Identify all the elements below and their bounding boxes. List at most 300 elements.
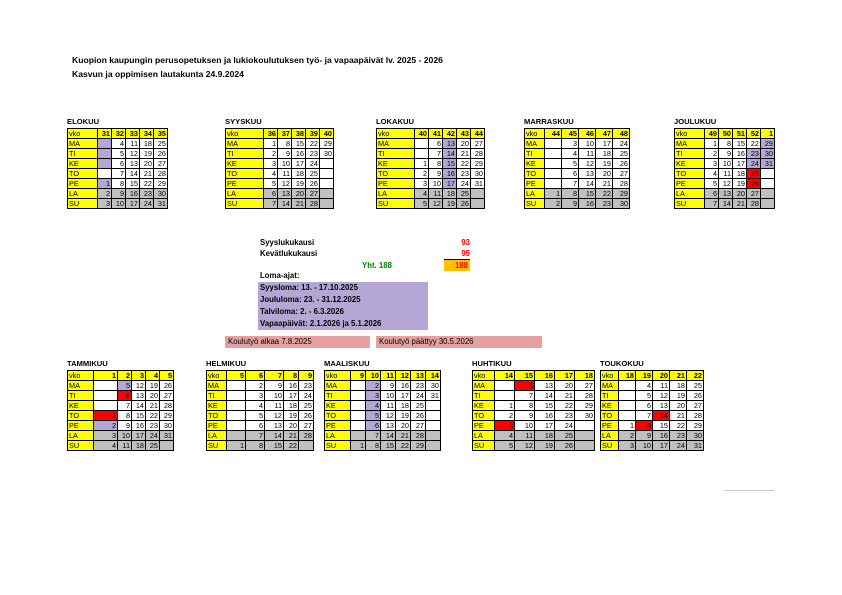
day-cell: 21 — [292, 199, 306, 209]
day-cell: 15 — [265, 441, 284, 451]
day-cell: 10 — [118, 431, 132, 441]
weekday-label: LA — [226, 189, 264, 199]
weekday-label: TI — [473, 391, 495, 401]
day-cell: 4 — [705, 169, 719, 179]
day-cell: 19 — [535, 441, 555, 451]
day-row — [207, 431, 314, 441]
day-cell: 10 — [429, 179, 443, 189]
weekday-label: TO — [207, 411, 227, 421]
day-cell: 10 — [112, 199, 126, 209]
day-cell: 31 — [687, 441, 704, 451]
day-cell: 12 — [126, 149, 140, 159]
weekday-label: TI — [207, 391, 227, 401]
day-row — [68, 149, 168, 159]
day-cell: 30 — [613, 199, 630, 209]
day-cell: 23 — [596, 199, 613, 209]
weekday-label: PE — [601, 421, 619, 431]
day-cell: 17 — [443, 179, 457, 189]
day-cell: 29 — [160, 411, 174, 421]
day-cell: 14 — [535, 391, 555, 401]
week-number: 33 — [126, 129, 140, 139]
day-cell: 6 — [515, 381, 535, 391]
day-cell: 20 — [396, 421, 411, 431]
day-cell: 20 — [670, 401, 687, 411]
day-cell: 8 — [118, 411, 132, 421]
day-row — [68, 381, 174, 391]
day-row — [226, 179, 334, 189]
day-cell: 1 — [415, 159, 429, 169]
spring-term-label: Kevätlukukausi — [260, 249, 318, 258]
day-cell: 18 — [132, 441, 146, 451]
day-cell: 29 — [575, 401, 595, 411]
day-cell: 21 — [733, 199, 747, 209]
weekday-label: LA — [68, 189, 98, 199]
week-number: 9 — [299, 371, 314, 381]
month-huhtikuu — [472, 359, 595, 451]
weekday-label: MA — [325, 381, 351, 391]
day-row — [207, 441, 314, 451]
week-number: 46 — [579, 129, 596, 139]
weekday-label: TO — [377, 169, 415, 179]
day-cell: 16 — [535, 411, 555, 421]
day-cell: 13 — [132, 391, 146, 401]
day-cell: 2 — [619, 431, 636, 441]
day-row — [525, 169, 630, 179]
day-row — [601, 431, 704, 441]
day-cell — [619, 381, 636, 391]
day-row — [525, 159, 630, 169]
day-cell: 27 — [575, 381, 595, 391]
day-cell: 10 — [515, 421, 535, 431]
weekday-label: TI — [675, 149, 705, 159]
weekday-label: LA — [68, 431, 94, 441]
week-number: 40 — [415, 129, 429, 139]
day-cell: 30 — [575, 411, 595, 421]
day-cell: 30 — [160, 421, 174, 431]
day-cell: 31 — [160, 431, 174, 441]
day-cell: 27 — [471, 139, 485, 149]
day-cell — [761, 189, 775, 199]
day-cell: 24 — [555, 421, 575, 431]
weekday-label: LA — [377, 189, 415, 199]
week-number: 5 — [227, 371, 246, 381]
day-cell — [426, 441, 441, 451]
week-number: 9 — [351, 371, 366, 381]
weekday-label: KE — [675, 159, 705, 169]
day-cell: 2 — [705, 149, 719, 159]
month-syyskuu — [225, 117, 334, 209]
day-cell: 19 — [146, 381, 160, 391]
day-cell — [227, 391, 246, 401]
day-cell: 9 — [112, 189, 126, 199]
day-row — [68, 421, 174, 431]
week-label: vko — [377, 129, 415, 139]
day-cell: 6 — [264, 189, 278, 199]
day-cell — [495, 381, 515, 391]
day-cell: 28 — [471, 149, 485, 159]
weekday-label: KE — [226, 159, 264, 169]
day-cell: 10 — [636, 441, 653, 451]
day-cell — [545, 169, 562, 179]
week-number: 51 — [733, 129, 747, 139]
week-number: 17 — [555, 371, 575, 381]
day-cell: 8 — [719, 139, 733, 149]
day-cell: 19 — [670, 391, 687, 401]
day-cell — [471, 189, 485, 199]
day-cell: 26 — [306, 179, 320, 189]
day-row — [377, 199, 485, 209]
day-cell: 17 — [733, 159, 747, 169]
document-subtitle: Kasvun ja oppimisen lautakunta 24.9.2024 — [72, 69, 244, 79]
total-label: Yht. 188 — [362, 261, 392, 270]
week-number: 43 — [457, 129, 471, 139]
day-cell — [98, 169, 112, 179]
day-cell: 30 — [687, 431, 704, 441]
day-cell: 26 — [299, 411, 314, 421]
day-cell: 6 — [112, 159, 126, 169]
week-number: 7 — [265, 371, 284, 381]
day-row — [473, 381, 595, 391]
day-row — [601, 411, 704, 421]
total-days: 188 — [454, 261, 468, 270]
week-number: 8 — [284, 371, 299, 381]
day-cell: 27 — [747, 189, 761, 199]
week-label: vko — [675, 129, 705, 139]
day-cell: 17 — [396, 391, 411, 401]
day-cell — [320, 159, 334, 169]
day-cell: 3 — [366, 391, 381, 401]
week-number: 47 — [596, 129, 613, 139]
day-cell: 16 — [132, 421, 146, 431]
day-cell: 20 — [733, 189, 747, 199]
day-row — [68, 411, 174, 421]
day-cell: 24 — [411, 391, 426, 401]
loma-title: Loma-ajat: — [260, 271, 300, 280]
month-toukokuu — [600, 359, 704, 451]
weekday-label: KE — [68, 159, 98, 169]
week-number: 34 — [140, 129, 154, 139]
day-cell: 27 — [160, 391, 174, 401]
day-cell: 20 — [284, 421, 299, 431]
day-row — [207, 411, 314, 421]
day-cell: 23 — [146, 421, 160, 431]
spring-term-days: 95 — [461, 249, 470, 258]
week-number: 4 — [146, 371, 160, 381]
month-name: MARRASKUU — [524, 117, 574, 126]
month-name: SYYSKUU — [225, 117, 262, 126]
week-number: 3 — [132, 371, 146, 381]
day-cell: 27 — [154, 159, 168, 169]
day-cell: 18 — [670, 381, 687, 391]
day-cell: 25 — [555, 431, 575, 441]
day-cell: 28 — [687, 411, 704, 421]
day-cell: 31 — [426, 391, 441, 401]
week-number: 49 — [705, 129, 719, 139]
day-row — [68, 441, 174, 451]
week-number: 52 — [747, 129, 761, 139]
week-label: vko — [207, 371, 227, 381]
weekday-label: LA — [325, 431, 351, 441]
day-cell — [495, 391, 515, 401]
day-cell: 8 — [366, 441, 381, 451]
day-cell — [227, 421, 246, 431]
day-cell: 29 — [320, 139, 334, 149]
day-cell: 22 — [146, 411, 160, 421]
day-cell: 17 — [596, 139, 613, 149]
day-cell — [320, 199, 334, 209]
day-cell — [94, 381, 118, 391]
day-cell: 22 — [596, 189, 613, 199]
day-row — [325, 421, 441, 431]
day-cell: 4 — [366, 401, 381, 411]
day-cell: 17 — [535, 421, 555, 431]
day-cell — [227, 401, 246, 411]
day-cell: 6 — [562, 169, 579, 179]
day-cell: 11 — [118, 441, 132, 451]
day-cell — [320, 179, 334, 189]
day-cell: 4 — [636, 381, 653, 391]
day-cell: 23 — [140, 189, 154, 199]
day-cell: 11 — [265, 401, 284, 411]
day-cell: 18 — [140, 139, 154, 149]
week-label: vko — [68, 129, 98, 139]
day-row — [525, 139, 630, 149]
day-cell: 11 — [579, 149, 596, 159]
weekday-label: TO — [675, 169, 705, 179]
autumn-term-label: Syyslukukausi — [260, 238, 315, 247]
day-row — [675, 149, 775, 159]
weekday-label: TI — [68, 391, 94, 401]
day-cell: 21 — [670, 411, 687, 421]
day-cell: 22 — [140, 179, 154, 189]
day-cell: 7 — [515, 391, 535, 401]
weekday-label: SU — [377, 199, 415, 209]
weekday-label: SU — [68, 199, 98, 209]
day-cell: 8 — [278, 139, 292, 149]
day-cell — [94, 391, 118, 401]
weekday-label: LA — [601, 431, 619, 441]
day-cell: 15 — [132, 411, 146, 421]
day-cell: 15 — [126, 179, 140, 189]
week-number: 40 — [320, 129, 334, 139]
day-cell — [351, 431, 366, 441]
weekday-label: KE — [325, 401, 351, 411]
weekday-label: MA — [68, 139, 98, 149]
week-number: 44 — [471, 129, 485, 139]
day-cell: 27 — [687, 401, 704, 411]
day-cell: 1 — [545, 189, 562, 199]
week-label: vko — [525, 129, 545, 139]
day-cell: 4 — [112, 139, 126, 149]
weekday-label: MA — [675, 139, 705, 149]
day-row — [525, 199, 630, 209]
day-row — [325, 411, 441, 421]
day-cell: 22 — [555, 401, 575, 411]
day-cell: 2 — [246, 381, 265, 391]
day-cell — [351, 411, 366, 421]
weekday-label: SU — [675, 199, 705, 209]
autumn-term-days: 93 — [461, 238, 470, 247]
day-cell: 31 — [471, 179, 485, 189]
day-cell: 21 — [457, 149, 471, 159]
day-cell: 8 — [562, 189, 579, 199]
day-row — [675, 189, 775, 199]
day-cell: 30 — [761, 149, 775, 159]
day-row — [675, 159, 775, 169]
day-cell — [471, 199, 485, 209]
day-cell: 25 — [299, 401, 314, 411]
weekday-label: TO — [525, 169, 545, 179]
weekday-label: MA — [601, 381, 619, 391]
week-number: 50 — [719, 129, 733, 139]
day-cell: 15 — [653, 421, 670, 431]
day-cell — [351, 391, 366, 401]
day-cell: 1 — [98, 179, 112, 189]
day-cell: 3 — [94, 431, 118, 441]
day-cell: 14 — [132, 401, 146, 411]
day-cell: 1 — [264, 139, 278, 149]
day-row — [325, 431, 441, 441]
week-number: 11 — [381, 371, 396, 381]
day-cell: 5 — [415, 199, 429, 209]
day-cell: 14 — [719, 199, 733, 209]
day-row — [68, 179, 168, 189]
day-row — [377, 169, 485, 179]
day-cell: 23 — [747, 149, 761, 159]
weekday-label: PE — [473, 421, 495, 431]
day-cell: 23 — [299, 381, 314, 391]
day-cell: 15 — [579, 189, 596, 199]
day-cell: 28 — [747, 199, 761, 209]
day-cell: 18 — [292, 169, 306, 179]
day-cell: 29 — [411, 441, 426, 451]
month-name: TOUKOKUU — [600, 359, 644, 368]
day-cell: 24 — [457, 179, 471, 189]
day-cell: 11 — [278, 169, 292, 179]
day-cell: 26 — [411, 411, 426, 421]
week-number: 18 — [575, 371, 595, 381]
day-cell: 12 — [132, 381, 146, 391]
day-cell: 19 — [292, 179, 306, 189]
day-row — [473, 421, 595, 431]
week-number: 45 — [562, 129, 579, 139]
day-cell: 14 — [443, 149, 457, 159]
day-cell: 4 — [415, 189, 429, 199]
day-cell: 4 — [562, 149, 579, 159]
day-cell: 22 — [747, 139, 761, 149]
day-cell: 17 — [126, 199, 140, 209]
day-cell: 9 — [265, 381, 284, 391]
day-cell: 19 — [733, 179, 747, 189]
weekday-label: PE — [377, 179, 415, 189]
day-cell: 30 — [426, 381, 441, 391]
day-row — [675, 179, 775, 189]
day-cell: 25 — [687, 381, 704, 391]
day-cell: 24 — [670, 441, 687, 451]
day-cell — [227, 431, 246, 441]
weekday-label: PE — [207, 421, 227, 431]
day-cell: 26 — [613, 159, 630, 169]
weekday-label: MA — [525, 139, 545, 149]
day-cell: 13 — [719, 189, 733, 199]
weekday-label: KE — [377, 159, 415, 169]
day-cell: 4 — [495, 431, 515, 441]
weekday-label: MA — [68, 381, 94, 391]
day-cell — [545, 179, 562, 189]
weekday-label: SU — [473, 441, 495, 451]
day-cell — [545, 149, 562, 159]
week-number: 12 — [396, 371, 411, 381]
day-cell: 10 — [381, 391, 396, 401]
weekday-label: SU — [207, 441, 227, 451]
day-cell: 16 — [443, 169, 457, 179]
day-cell: 8 — [246, 441, 265, 451]
week-number: 42 — [443, 129, 457, 139]
day-cell: 21 — [284, 431, 299, 441]
day-cell — [575, 421, 595, 431]
day-cell: 2 — [545, 199, 562, 209]
day-cell: 12 — [515, 441, 535, 451]
day-cell: 27 — [306, 189, 320, 199]
weekday-label: TO — [68, 411, 94, 421]
day-cell — [351, 421, 366, 431]
day-cell: 24 — [299, 391, 314, 401]
day-cell: 23 — [555, 411, 575, 421]
day-row — [68, 139, 168, 149]
day-cell: 12 — [653, 391, 670, 401]
day-cell: 29 — [471, 159, 485, 169]
day-cell: 19 — [596, 159, 613, 169]
day-cell: 15 — [292, 139, 306, 149]
month-name: HELMIKUU — [206, 359, 247, 368]
day-cell — [299, 441, 314, 451]
day-cell: 14 — [653, 411, 670, 421]
weekday-label: PE — [675, 179, 705, 189]
christmas-holiday: Joululoma: 23. - 31.12.2025 — [258, 294, 428, 306]
month-name: JOULUKUU — [674, 117, 717, 126]
weekday-label: LA — [473, 431, 495, 441]
day-cell: 19 — [284, 411, 299, 421]
day-row — [377, 179, 485, 189]
day-cell — [426, 431, 441, 441]
day-cell: 14 — [278, 199, 292, 209]
weekday-label: LA — [207, 431, 227, 441]
day-cell: 7 — [246, 431, 265, 441]
day-cell: 20 — [146, 391, 160, 401]
day-cell: 13 — [653, 401, 670, 411]
day-cell — [227, 411, 246, 421]
day-cell: 29 — [687, 421, 704, 431]
week-number: 1 — [761, 129, 775, 139]
week-label: vko — [601, 371, 619, 381]
day-cell: 12 — [381, 411, 396, 421]
day-cell: 23 — [670, 431, 687, 441]
day-row — [226, 139, 334, 149]
day-row — [325, 401, 441, 411]
day-row — [377, 159, 485, 169]
week-label: vko — [473, 371, 495, 381]
day-row — [68, 159, 168, 169]
weekday-label: MA — [226, 139, 264, 149]
day-cell: 5 — [705, 179, 719, 189]
day-cell — [619, 411, 636, 421]
week-number: 32 — [112, 129, 126, 139]
day-cell — [575, 431, 595, 441]
day-cell: 2 — [415, 169, 429, 179]
day-cell: 29 — [761, 139, 775, 149]
day-row — [226, 159, 334, 169]
day-cell: 5 — [246, 411, 265, 421]
